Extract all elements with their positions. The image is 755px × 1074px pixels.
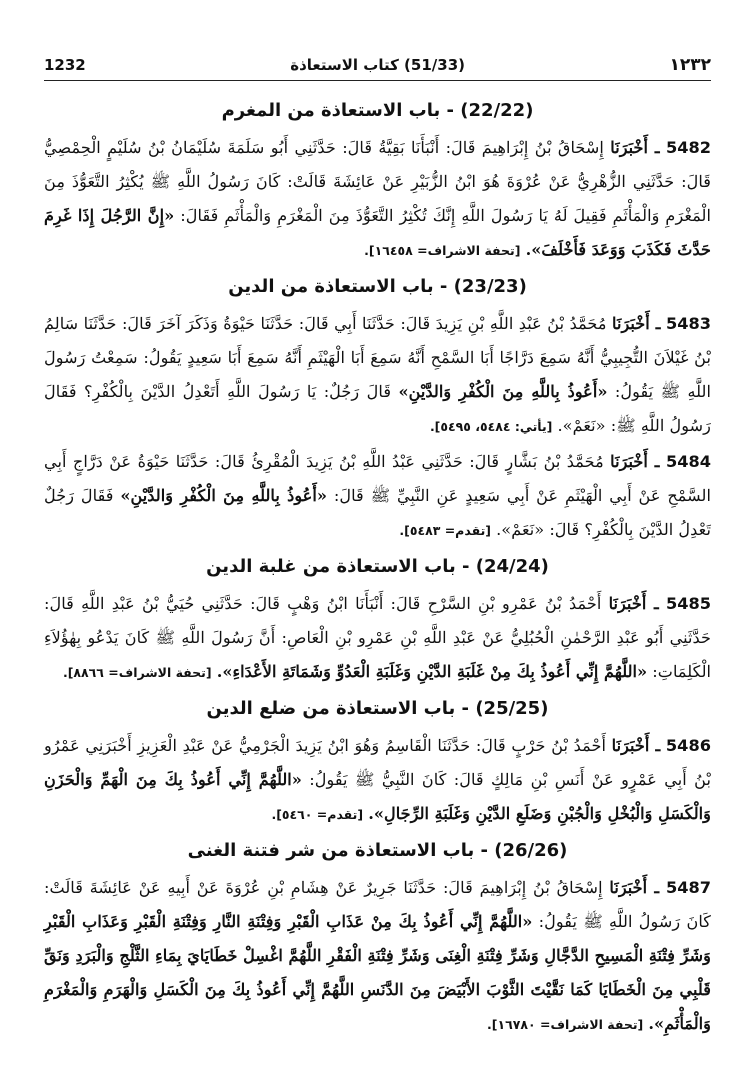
chapter-title: - باب الاستعاذة من الدين	[228, 276, 448, 297]
chapter-title: - باب الاستعاذة من شر فتنة الغنى	[187, 840, 488, 861]
hadith-paragraph	[44, 131, 711, 268]
hadith-quote: «أَعُوذُ بِاللَّهِ مِنَ الْكُفْرِ وَالدَّيْنِ»	[398, 382, 608, 401]
hadith-paragraph	[44, 729, 711, 832]
hadith-number: 5485	[665, 594, 711, 613]
hadith-tail: قَالَ رَجُلٌ: يَا رَسُولَ اللَّهِ أَتَعْدِلُ الدَّيْنَ بِالْكُفْرِ؟ فَقَالَ رَسُولُ اللَّهِ ﷺ: «نَعَمْ».	[44, 382, 711, 435]
chapter-title: - باب الاستعاذة من غلبة الدين	[206, 556, 470, 577]
hadith-quote: «اللَّهُمَّ إِنِّي أَعُوذُ بِكَ مِنْ غَلَبَةِ الدَّيْنِ وَغَلَبَةِ الْعَدُوِّ وَشَمَاتَةِ الأَعْدَاءِ».	[216, 662, 648, 681]
page-header	[44, 50, 711, 81]
page-body	[44, 92, 711, 1043]
hadith-paragraph	[44, 871, 711, 1042]
hadith-tail: فَقَالَ رَجُلٌ تَعْدِلُ الدَّيْنَ بِالْكُفْرِ؟ قَالَ: «نَعَمْ».	[44, 486, 711, 539]
chapter-heading	[44, 270, 711, 304]
hadith-text: مُحَمَّدُ بْنُ عَبْدِ اللَّهِ بْنِ يَزِيدَ قَالَ: حَدَّثَنَا أَبِي قَالَ: حَدَّثَنَا حَيْوَةُ وَذَكَرَ آخَرَ قَالَ: حَدَّثَنَا سَالِمُ بْنُ غَيْلاَنَ التُّجِيبِيُّ أَنَّهُ سَمِعَ دَرَّاجًا أَبَا السَّمْحِ أَنَّهُ سَمِعَ أَبَا الْهَيْثَمِ أَنَّهُ سَمِعَ أَبَا سَعِيدٍ يَقُولُ: سَمِعْتُ رَسُولَ اللَّهِ ﷺ يَقُولُ:	[44, 314, 711, 401]
chapter-number: (26/26)	[494, 840, 568, 861]
hadith-reference: [تحفة الاشراف= ١٦٤٥٨].	[364, 243, 521, 258]
hadith-lead: ـ أَخْبَرَنَا	[610, 138, 660, 157]
hadith-number: 5487	[665, 878, 712, 897]
chapter-heading	[44, 692, 711, 726]
hadith-paragraph	[44, 587, 711, 690]
hadith-reference: [تقدم= ٥٤٦٠].	[271, 807, 364, 822]
page-number-latin: 1232	[44, 56, 86, 74]
hadith-lead: ـ أَخْبَرَنَا	[610, 452, 660, 471]
chapter-heading	[44, 834, 711, 868]
chapter-title: - باب الاستعاذة من ضلع الدين	[206, 698, 470, 719]
chapter-number: (22/22)	[460, 100, 534, 121]
hadith-lead: ـ أَخْبَرَنَا	[609, 878, 660, 897]
hadith-text: أَحْمَدُ بْنُ عَمْرِو بْنِ السَّرْحِ قَالَ: أَنْبَأَنَا ابْنُ وَهْبٍ قَالَ: حَدَّثَنِي حُيَيُّ بْنُ عَبْدِ اللَّهِ قَالَ: حَدَّثَنِي أَبُو عَبْدِ الرَّحْمٰنِ الْحُبُلِيُّ عَنْ عَبْدِ اللَّهِ بْنِ عَمْرِو بْنِ الْعَاصِ: أَنَّ رَسُولَ اللَّهِ ﷺ كَانَ يَدْعُو بِهٰؤُلاَءِ الْكَلِمَاتِ:	[44, 594, 711, 681]
hadith-reference: [يأتي: ٥٤٨٤، ٥٤٩٥].	[429, 419, 553, 434]
hadith-quote: «إِنَّ الرَّجُلَ إِذَا غَرِمَ حَدَّثَ فَكَذَبَ وَوَعَدَ فَأَخْلَفَ».	[44, 206, 711, 259]
chapter-number: (23/23)	[453, 276, 527, 297]
hadith-text: مُحَمَّدُ بْنُ بَشَّارٍ قَالَ: حَدَّثَنِي عَبْدُ اللَّهِ بْنُ يَزِيدَ الْمُقْرِئُ قَالَ: حَدَّثَنَا حَيْوَةُ عَنْ دَرَّاجٍ أَبِي السَّمْحِ عَنْ أَبِي الْهَيْثَمِ عَنْ أَبِي سَعِيدٍ عَنِ النَّبِيِّ ﷺ قَالَ:	[44, 452, 711, 505]
hadith-reference: [تحفة الاشراف= ١٦٧٨٠].	[487, 1017, 644, 1032]
chapter-heading	[44, 550, 711, 584]
hadith-text: أَحْمَدُ بْنُ حَرْبٍ قَالَ: حَدَّثَنَا الْقَاسِمُ وَهُوَ ابْنُ يَزِيدَ الْجَرْمِيُّ عَنْ عَبْدِ الْعَزِيزِ أَخْبَرَنِي عَمْرُو بْنُ أَبِي عَمْرٍو عَنْ أَنَسِ بْنِ مَالِكٍ قَالَ: كَانَ النَّبِيُّ ﷺ يَقُولُ:	[44, 736, 711, 789]
hadith-number: 5483	[665, 314, 711, 333]
running-title: (51/33) كتاب الاستعاذة	[290, 56, 466, 74]
chapter-number: (25/25)	[475, 698, 549, 719]
hadith-number: 5486	[665, 736, 711, 755]
hadith-reference: [تحفة الاشراف= ٨٨٦٦].	[62, 665, 212, 680]
hadith-quote: «اللَّهُمَّ إِنِّي أَعُوذُ بِكَ مِنْ عَذَابِ الْقَبْرِ وَفِتْنَةِ النَّارِ وَفِتْنَةِ الْقَبْرِ وَعَذَابِ الْقَبْرِ وَشَرِّ فِتْنَةِ الْمَسِيحِ الدَّجَّالِ وَشَرِّ فِتْنَةِ الْغِنَى وَشَرِّ فِتْنَةِ الْفَقْرِ اللَّهُمَّ اغْسِلْ خَطَايَايَ بِمَاءِ الثَّلْجِ وَالْبَرَدِ وَنَقِّ قَلْبِي مِنَ الْخَطَايَا كَمَا نَقَّيْتَ الثَّوْبَ الأَبْيَضَ مِنَ الدَّنَسِ اللَّهُمَّ إِنِّي أَعُوذُ بِكَ مِنَ الْكَسَلِ وَالْهَرَمِ وَالْمَغْرَمِ وَالْمَأْثَمِ».	[44, 912, 711, 1033]
hadith-lead: ـ أَخْبَرَنَا	[612, 314, 661, 333]
chapter-heading	[44, 94, 711, 128]
hadith-quote: «اللَّهُمَّ إِنِّي أَعُوذُ بِكَ مِنَ الْهَمِّ وَالْحَزَنِ وَالْكَسَلِ وَالْبُخْلِ وَالْجُبْنِ وَضَلَعِ الدَّيْنِ وَغَلَبَةِ الرِّجَالِ».	[44, 770, 711, 823]
hadith-text: إِسْحَاقُ بْنُ إِبْرَاهِيمَ قَالَ: حَدَّثَنَا جَرِيرٌ عَنْ هِشَامِ بْنِ عُرْوَةَ عَنْ أَبِيهِ عَنْ عَائِشَةَ قَالَتْ: كَانَ رَسُولُ اللَّهِ ﷺ يَقُولُ:	[44, 878, 712, 931]
hadith-paragraph	[44, 307, 711, 444]
chapter-title: - باب الاستعاذة من المغرم	[221, 100, 455, 121]
chapter-number: (24/24)	[475, 556, 549, 577]
hadith-paragraph	[44, 445, 711, 548]
hadith-lead: ـ أَخْبَرَنَا	[611, 736, 661, 755]
hadith-reference: [تقدم= ٥٤٨٣].	[399, 523, 491, 538]
hadith-lead: ـ أَخْبَرَنَا	[608, 594, 659, 613]
hadith-number: 5484	[665, 452, 711, 471]
hadith-quote: «أَعُوذُ بِاللَّهِ مِنَ الْكُفْرِ وَالدَّيْنِ»	[120, 486, 328, 505]
hadith-number: 5482	[665, 138, 711, 157]
hadith-text: إِسْحَاقُ بْنُ إِبْرَاهِيمَ قَالَ: أَنْبَأَنَا بَقِيَّةُ قَالَ: حَدَّثَنِي أَبُو سَلَمَةَ سُلَيْمَانُ بْنُ سُلَيْمٍ الْحِمْصِيُّ قَالَ: حَدَّثَنِي الزُّهْرِيُّ عَنْ عُرْوَةَ هُوَ ابْنُ الزُّبَيْرِ عَنْ عَائِشَةَ قَالَتْ: كَانَ رَسُولُ اللَّهِ ﷺ يُكْثِرُ التَّعَوُّذَ مِنَ الْمَغْرَمِ وَالْمَأْثَمِ فَقِيلَ لَهُ يَا رَسُولَ اللَّهِ إِنَّكَ تُكْثِرُ التَّعَوُّذَ مِنَ الْمَغْرَمِ وَالْمَأْثَمِ فَقَالَ:	[44, 138, 711, 225]
page-number-arabic: ١٢٣٢	[669, 55, 711, 75]
